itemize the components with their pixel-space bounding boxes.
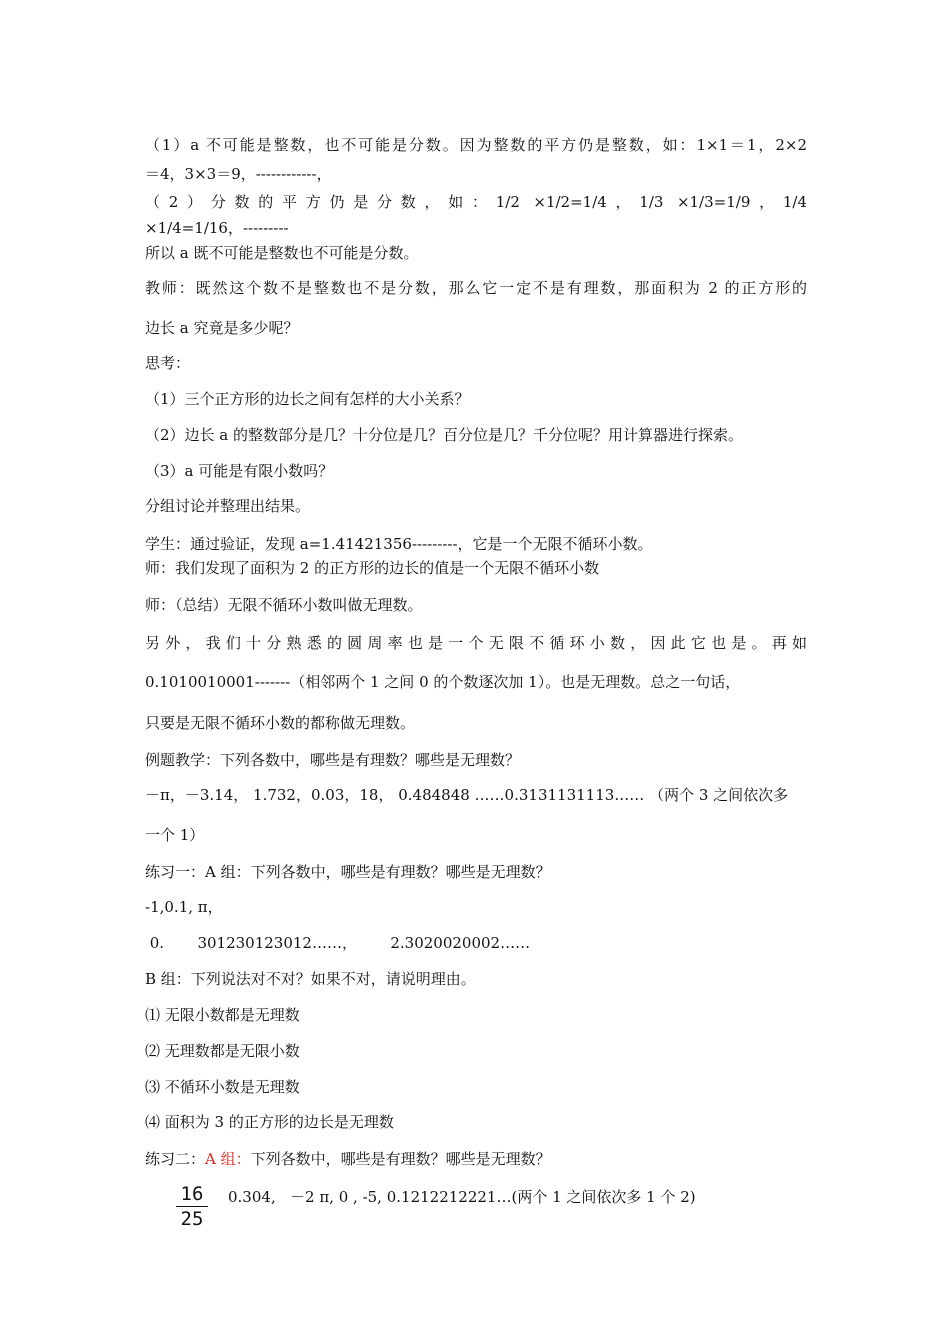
text-line-22: 练习一：A 组：下列各数中，哪些是有理数？哪些是无理数？ (145, 863, 551, 881)
text-line-23: -1,0.1, π， (145, 898, 223, 916)
text-line-9: （1）三个正方形的边长之间有怎样的大小关系？ (145, 390, 470, 408)
text-line-26: ⑴ 无限小数都是无理数 (145, 1006, 300, 1024)
text-line-1: （1）a 不可能是整数，也不可能是分数。因为整数的平方仍是整数，如：1×1＝1，2×2 (145, 136, 807, 154)
text-line-12: 分组讨论并整理出结果。 (145, 497, 311, 515)
text-line-15: 师：（总结）无限不循环小数叫做无理数。 (145, 596, 423, 614)
fraction-numerator: 16 (176, 1183, 208, 1207)
text-line-18: 只要是无限不循环小数的都称做无理数。 (145, 714, 416, 732)
text-line-19: 例题教学：下列各数中，哪些是有理数？哪些是无理数？ (145, 751, 521, 769)
fraction-denominator: 25 (180, 1208, 204, 1230)
text-line-16: 另外，我们十分熟悉的圆周率也是一个无限不循环小数，因此它也是。再如 (145, 634, 807, 652)
text-line-6: 教师：既然这个数不是整数也不是分数，那么它一定不是有理数，那面积为 2 的正方形的 (145, 279, 807, 297)
exercise-two-line (145, 1150, 551, 1168)
exercise-two-group: A 组： (205, 1150, 251, 1168)
text-line-27: ⑵ 无理数都是无限小数 (145, 1042, 300, 1060)
text-line-29: ⑷ 面积为 3 的正方形的边长是无理数 (145, 1113, 394, 1131)
text-line-10: （2）边长 a 的整数部分是几？十分位是几？百分位是几？千分位呢？用计算器进行探索。 (145, 426, 744, 444)
text-line-24: 0. 301230123012……， 2.3020020002…… (145, 934, 531, 952)
exercise-two-prefix: 练习二： (145, 1150, 206, 1168)
text-line-8: 思考： (145, 354, 191, 372)
text-line-14: 师：我们发现了面积为 2 的正方形的边长的值是一个无限不循环小数 (145, 559, 600, 577)
exercise-two-numbers: 0.304, －2 π, 0 , -5, 0.1212212221…(两个 1 之间依次多 1 个 2) (228, 1188, 696, 1206)
exercise-two-question: 下列各数中，哪些是有理数？哪些是无理数？ (250, 1150, 551, 1168)
text-line-11: （3）a 可能是有限小数吗？ (145, 462, 334, 480)
text-line-28: ⑶ 不循环小数是无理数 (145, 1078, 300, 1096)
text-line-3: （2）分数的平方仍是分数，如：1/2 ×1/2=1/4，1/3 ×1/3=1/9，1/4 (145, 193, 807, 211)
text-line-7: 边长 a 究竟是多少呢？ (145, 319, 299, 337)
text-line-20: －π，－3.14， 1.732，0.03，18， 0.484848 ……0.3131131113…… （两个 3 之间依次多 (145, 786, 789, 804)
text-line-13: 学生：通过验证，发现 a=1.41421356---------，它是一个无限不循环小数。 (145, 535, 653, 553)
fraction-16-25 (176, 1183, 208, 1230)
text-line-4: ×1/4=1/16，--------- (145, 219, 289, 237)
text-line-2: ＝4，3×3＝9，------------， (145, 165, 332, 183)
text-line-21: 一个 1） (145, 826, 205, 844)
text-line-5: 所以 a 既不可能是整数也不可能是分数。 (145, 244, 419, 262)
text-line-25: B 组：下列说法对不对？如果不对，请说明理由。 (145, 970, 476, 988)
text-line-17: 0.1010010001-------（相邻两个 1 之间 0 的个数逐次加 1）。也是无理数。总之一句话， (145, 673, 741, 691)
